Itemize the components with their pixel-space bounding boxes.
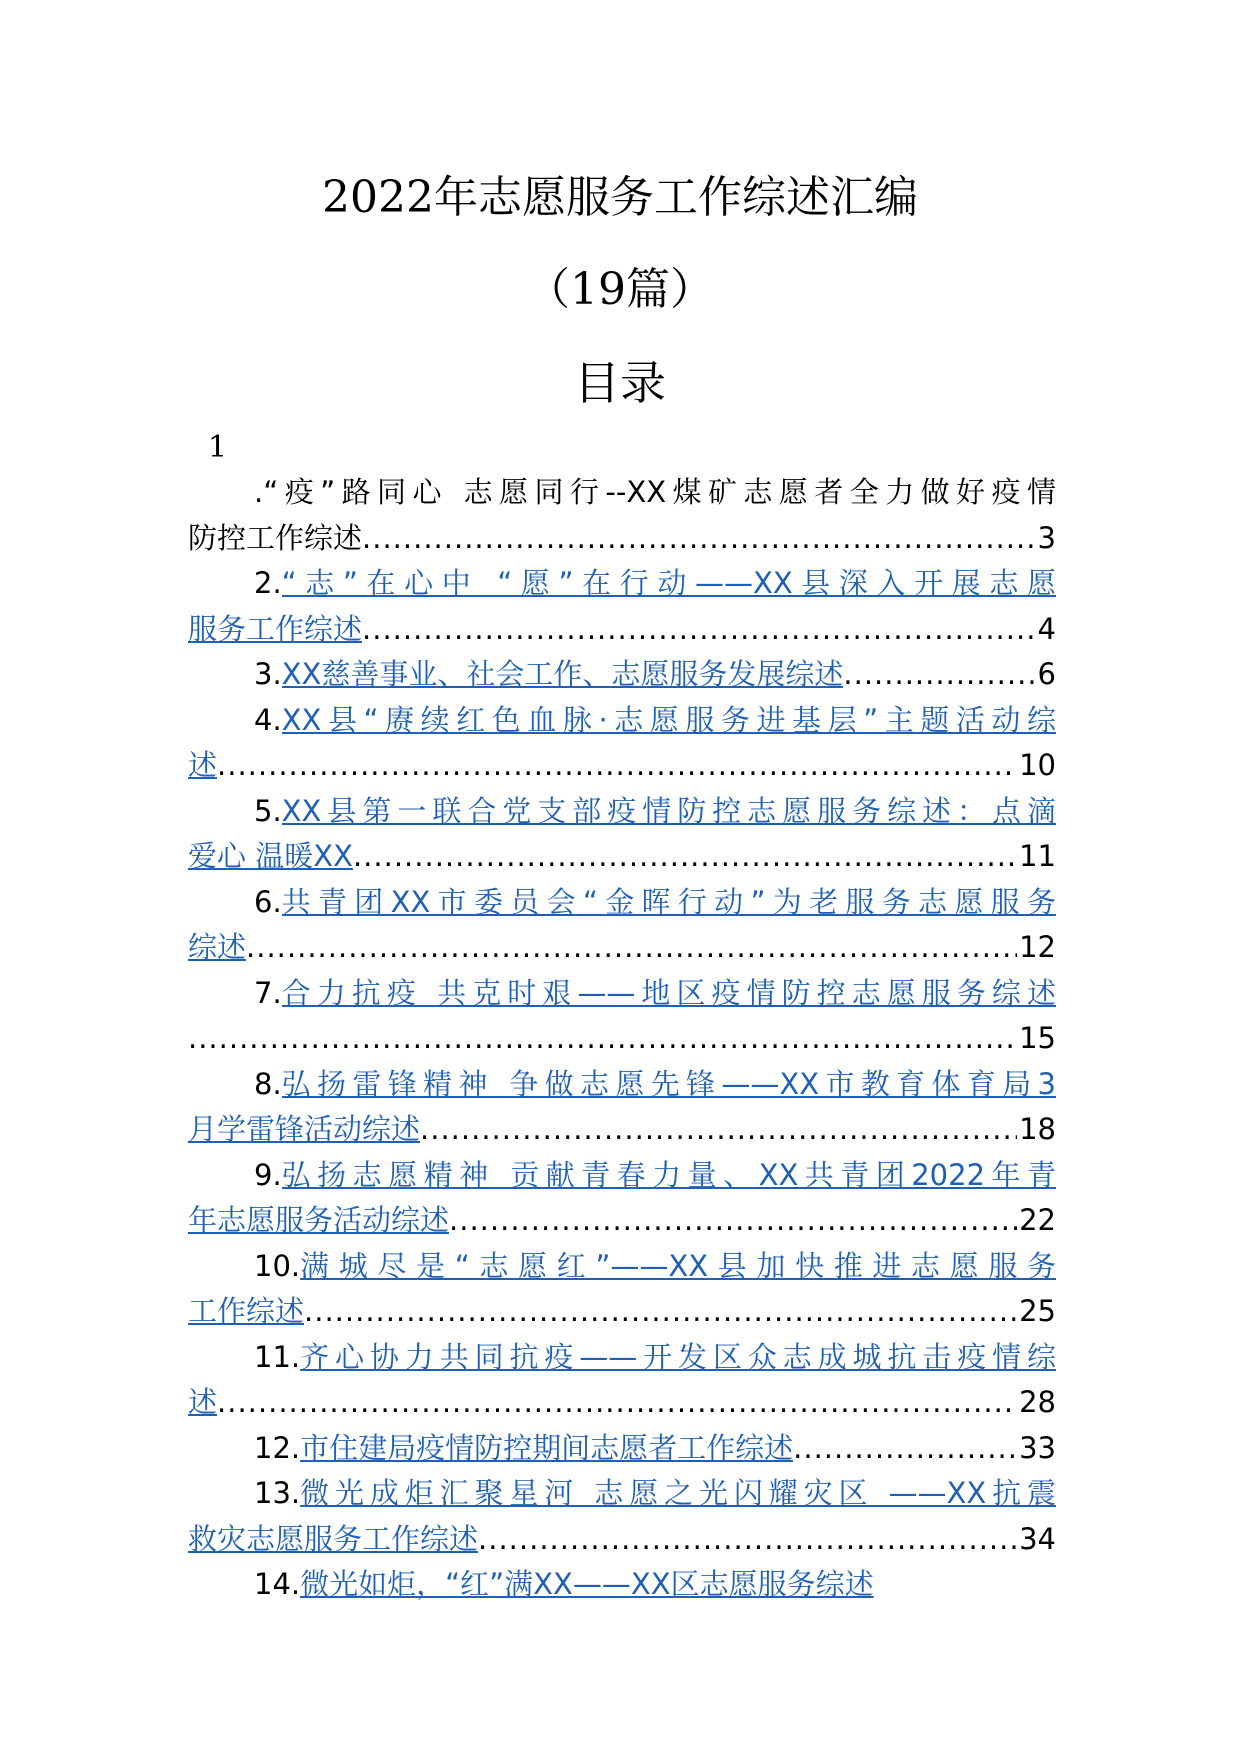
- toc-entry-number: 14.: [254, 1567, 301, 1601]
- title-text: 年志愿服务工作综述汇编: [433, 172, 918, 223]
- toc-entry-title[interactable]: 满城尽是“志愿红”——XX县加快推进志愿服务: [300, 1248, 1056, 1283]
- toc-page-number: 25: [1019, 1294, 1056, 1328]
- toc-leader: [217, 1380, 1017, 1426]
- toc-entry-title[interactable]: XX县“赓续红色血脉·志愿服务进基层”主题活动综: [281, 702, 1056, 737]
- toc-entry: [188, 470, 1056, 561]
- toc-entry-title-cont[interactable]: 述: [188, 1385, 218, 1419]
- toc-entry[interactable]: [188, 698, 1056, 789]
- toc-entry[interactable]: [188, 880, 1056, 971]
- toc-leader: [793, 1426, 1017, 1472]
- toc-entry-title-cont[interactable]: 救灾志愿服务工作综述: [188, 1521, 479, 1556]
- toc-entry-title[interactable]: 共青团XX市委员会“金晖行动”为老服务志愿服务: [281, 884, 1056, 919]
- toc-page-number: 3: [1037, 520, 1056, 555]
- table-of-contents: [188, 470, 1056, 1608]
- toc-entry-title-cont[interactable]: 服务工作综述: [188, 611, 363, 646]
- toc-entry-title: “疫”路同心 志愿同行--XX煤矿志愿者全力做好疫情: [263, 475, 1056, 509]
- toc-page-number: 12: [1019, 930, 1056, 964]
- toc-entry[interactable]: [188, 1562, 1056, 1608]
- toc-entry[interactable]: [188, 789, 1056, 880]
- toc-entry-title-cont: 防控工作综述: [188, 520, 363, 555]
- toc-entry-number: 2.: [254, 566, 282, 600]
- toc-entry-title[interactable]: 弘扬志愿精神 贡献青春力量、XX共青团2022年青: [281, 1157, 1056, 1192]
- toc-page-number: 11: [1019, 839, 1056, 873]
- toc-heading: 目录: [574, 356, 666, 410]
- toc-leader: [420, 1107, 1017, 1153]
- toc-leader: [843, 652, 1035, 698]
- toc-entry[interactable]: [188, 1153, 1056, 1244]
- toc-page-number: 33: [1019, 1430, 1056, 1465]
- toc-leader: [353, 834, 1017, 880]
- toc-entry-title[interactable]: 市住建局疫情防控期间志愿者工作综述: [300, 1430, 794, 1465]
- toc-leader: [304, 1289, 1017, 1335]
- toc-entry[interactable]: [188, 1244, 1056, 1335]
- toc-page-number: 10: [1019, 748, 1056, 782]
- toc-entry-title-cont[interactable]: 爱心 温暖XX: [188, 839, 353, 873]
- toc-entry-title[interactable]: 合力抗疫 共克时艰——地区疫情防控志愿服务综述: [281, 975, 1056, 1010]
- toc-leader: [362, 607, 1036, 653]
- toc-entry-number: 8.: [254, 1066, 282, 1101]
- toc-entry-number: 12.: [254, 1430, 301, 1465]
- document-count: [0, 262, 1240, 318]
- toc-page-number: 4: [1037, 611, 1056, 646]
- toc-entry[interactable]: [188, 652, 1056, 698]
- toc-entry-number: 13.: [254, 1476, 301, 1510]
- toc-entry-title-cont[interactable]: 述: [188, 748, 218, 782]
- toc-entry[interactable]: [188, 1471, 1056, 1562]
- toc-leader: [217, 743, 1017, 789]
- count-open: （: [526, 264, 570, 315]
- toc-entry-title-cont[interactable]: 月学雷锋活动综述: [188, 1112, 421, 1146]
- toc-entry-title-cont[interactable]: 工作综述: [188, 1294, 305, 1328]
- toc-entry-number: 6.: [254, 884, 282, 919]
- toc-leader: [478, 1517, 1017, 1563]
- toc-entry-title[interactable]: XX县第一联合党支部疫情防控志愿服务综述：点滴: [281, 793, 1056, 828]
- toc-entry-number: 5.: [254, 793, 282, 828]
- document-title: [0, 170, 1240, 226]
- toc-leader: [362, 516, 1036, 562]
- count-number: 19: [570, 264, 626, 315]
- page-marker: 1: [208, 430, 228, 465]
- toc-entry-title-cont[interactable]: 综述: [188, 930, 247, 964]
- toc-entry-title[interactable]: 微光如炬，“红”满XX——XX区志愿服务综述: [300, 1567, 874, 1601]
- toc-leader: [188, 1016, 1017, 1062]
- toc-entry-title[interactable]: XX慈善事业、社会工作、志愿服务发展综述: [281, 657, 844, 691]
- toc-entry-title-cont[interactable]: 年志愿服务活动综述: [188, 1203, 450, 1237]
- toc-entry-number: 10.: [254, 1248, 301, 1283]
- toc-entry-number: 9.: [254, 1157, 282, 1192]
- toc-entry[interactable]: [188, 971, 1056, 1062]
- toc-entry-number: 3.: [254, 657, 282, 691]
- title-year: 2022: [322, 172, 434, 223]
- toc-page-number: 6: [1037, 657, 1056, 691]
- toc-entry-number: 4.: [254, 702, 282, 737]
- toc-page-number: 28: [1019, 1385, 1056, 1419]
- toc-page-number: 15: [1019, 1021, 1056, 1055]
- toc-leader: [449, 1198, 1017, 1244]
- toc-entry-title[interactable]: “志”在心中 “愿”在行动——XX县深入开展志愿: [281, 566, 1056, 600]
- toc-entry[interactable]: [188, 1426, 1056, 1472]
- toc-entry-title[interactable]: 弘扬雷锋精神 争做志愿先锋——XX市教育体育局3: [281, 1066, 1056, 1101]
- toc-entry[interactable]: [188, 1335, 1056, 1426]
- toc-entry-title[interactable]: 齐心协力共同抗疫——开发区众志成城抗击疫情综: [300, 1339, 1056, 1374]
- toc-entry-number: 11.: [254, 1339, 301, 1374]
- toc-page-number: 18: [1019, 1112, 1056, 1146]
- toc-entry[interactable]: [188, 1062, 1056, 1153]
- toc-leader: [246, 925, 1017, 971]
- toc-entry-title[interactable]: 微光成炬汇聚星河 志愿之光闪耀灾区 ——XX抗震: [300, 1476, 1056, 1510]
- toc-page-number: 34: [1019, 1521, 1056, 1556]
- toc-entry-number: 7.: [254, 975, 282, 1010]
- toc-entry-number: .: [254, 475, 264, 509]
- toc-page-number: 22: [1019, 1203, 1056, 1237]
- count-text: 篇）: [626, 264, 714, 315]
- toc-entry[interactable]: [188, 561, 1056, 652]
